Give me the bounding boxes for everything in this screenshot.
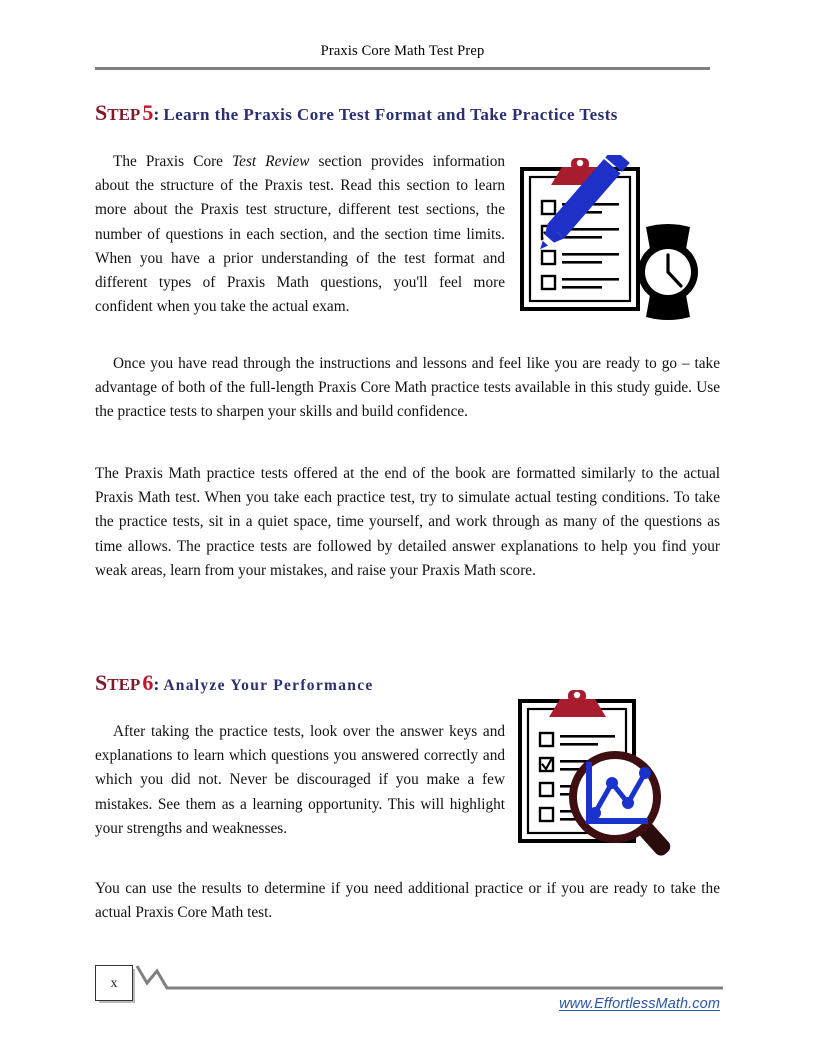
paragraph-test-review-part2: section provides information about the structure of the Praxis test. Read this section to learn more about the Praxis test structure, different test sections, the number of questions in each section, and the section time limits. When you have a prior understanding of the test format and different types of Praxis Math questions, you'll feel more confident when you take the actual exam.	[95, 153, 505, 316]
step-5-word	[95, 100, 141, 125]
paragraph-use-results	[95, 877, 720, 925]
checklist2-line-1b	[560, 743, 598, 746]
checkbox-unchecked-3	[542, 251, 555, 264]
checklist-line-3b	[562, 261, 602, 264]
step-5-word-rest: TEP	[107, 105, 141, 124]
clipboard2-clip-hole	[574, 692, 580, 698]
paragraph-analyze-answers	[95, 720, 505, 841]
paragraph-practice-tests-format	[95, 462, 720, 583]
clipboard-clip-hole	[577, 160, 583, 166]
paragraph-use-results-text: You can use the results to determine if you need additional practice or if you are ready to take the actual Praxis Core Math test.	[95, 880, 720, 922]
step-6-word	[95, 670, 141, 695]
paragraph-test-review-emphasis: Test Review	[232, 153, 310, 170]
page-number-box	[95, 965, 133, 1001]
checkbox-unchecked-4	[542, 276, 555, 289]
step-5-heading	[95, 100, 618, 126]
step-6-colon: :	[153, 674, 160, 694]
clipboard-magnifier-chart-illustration	[515, 685, 695, 860]
checklist-line-4b	[562, 286, 602, 289]
checklist-line-3a	[562, 253, 619, 256]
chart-point-1	[589, 807, 601, 819]
watch-icon	[638, 224, 698, 320]
page-number: x	[110, 975, 118, 990]
step-5-word-cap: S	[95, 100, 108, 125]
paragraph-test-review	[95, 150, 505, 319]
page-footer	[95, 962, 720, 1032]
step-6-word-cap: S	[95, 670, 108, 695]
step-6-word-rest: TEP	[107, 675, 141, 694]
checklist-line-2b	[562, 236, 602, 239]
checklist-line-4a	[562, 278, 619, 281]
paragraph-practice-tests-ready	[95, 352, 720, 425]
chart-point-4	[639, 767, 651, 779]
paragraph-test-review-part1: The Praxis Core	[113, 153, 233, 170]
footer-connector-path	[137, 966, 723, 988]
step-6-number: 6	[142, 670, 154, 695]
step-6-title: Analyze Your Performance	[163, 677, 374, 694]
header-rule	[95, 67, 710, 70]
paragraph-analyze-answers-text: After taking the practice tests, look over the answer keys and explanations to learn which questions you answered correctly and which you did not. Never be discouraged if you make a few mistakes. See them as a learning opportunity. This will highlight your strengths and weaknesses.	[95, 723, 505, 837]
clipboard-pencil-watch-illustration	[518, 155, 718, 325]
paragraph-practice-tests-ready-text: Once you have read through the instructions and lessons and feel like you are ready to go – take advantage of both of the full-length Praxis Core Math practice tests available in this study guide. Use the practice tests to sharpen your skills and build confidence.	[95, 355, 720, 421]
checkbox-unchecked-1	[542, 201, 555, 214]
checkbox2-unchecked-3	[540, 783, 553, 796]
checkbox2-unchecked-1	[540, 733, 553, 746]
chart-point-2	[606, 777, 618, 789]
step-6-heading	[95, 670, 374, 696]
checkbox2-unchecked-4	[540, 808, 553, 821]
running-header	[95, 44, 710, 70]
footer-url-link[interactable]: www.EffortlessMath.com	[559, 996, 720, 1012]
checklist2-line-1a	[560, 735, 615, 738]
running-header-title: Praxis Core Math Test Prep	[320, 43, 485, 59]
step-5-title: Learn the Praxis Core Test Format and Take Practice Tests	[163, 105, 618, 124]
chart-point-3	[622, 797, 634, 809]
step-5-colon: :	[153, 104, 160, 124]
watch-crown	[638, 266, 644, 278]
step-5-number: 5	[142, 100, 154, 125]
paragraph-practice-tests-format-text: The Praxis Math practice tests offered at the end of the book are formatted similarly to the actual Praxis Math test. When you take each practice test, try to simulate actual testing conditions. To take the practice tests, sit in a quiet space, time yourself, and work through as many of the questions as time allows. The practice tests are followed by detailed answer explanations to help you find your weak areas, learn from your mistakes, and raise your Praxis Math score.	[95, 465, 720, 579]
